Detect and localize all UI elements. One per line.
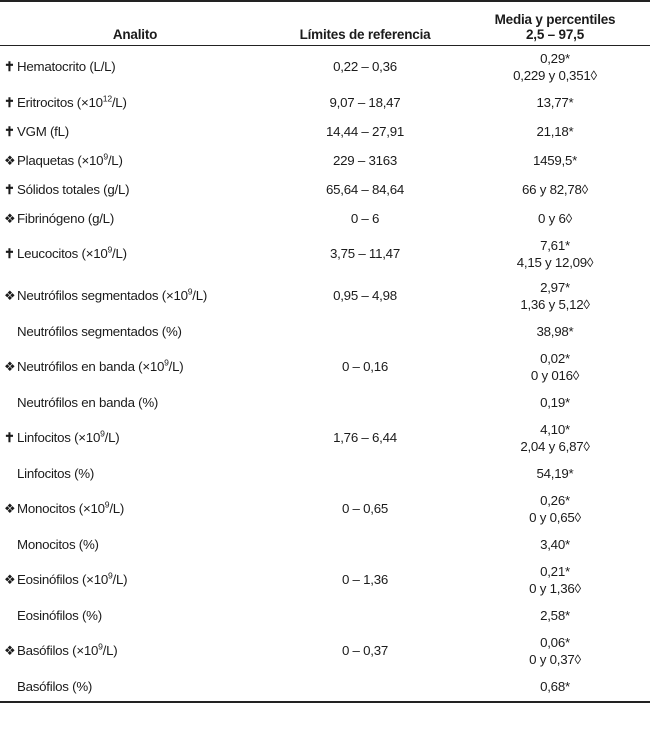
analyte-name-text: Basófilos (%)	[17, 678, 93, 694]
reference-limits-value: 0,95 – 4,98	[333, 288, 397, 304]
cell-limites-de-referencia	[270, 204, 460, 233]
table-row	[0, 317, 650, 346]
cell-media-y-percentiles	[460, 88, 650, 117]
reference-limits-value: 65,64 – 84,64	[325, 181, 405, 197]
cell-analito	[0, 672, 270, 701]
column-header-limites-label: Límites de referencia	[299, 27, 431, 42]
mean-value: 2,58*	[540, 607, 570, 623]
cell-limites-de-referencia	[270, 175, 460, 204]
analyte-name	[17, 679, 92, 694]
mean-value: 0 y 6◊	[538, 210, 572, 226]
mean-value: 0,02*	[540, 351, 570, 366]
table-row	[0, 530, 650, 559]
cell-limites-de-referencia	[270, 388, 460, 417]
floret-marker-icon: ❖	[4, 643, 16, 659]
cell-analito	[0, 417, 270, 459]
mean-value: 3,40*	[540, 536, 570, 552]
floret-marker-icon: ❖	[4, 288, 16, 304]
analyte-unit-exponent: 9	[103, 151, 108, 162]
table-row	[0, 88, 650, 117]
cell-analito	[0, 275, 270, 317]
mean-value: 0,21*	[540, 564, 570, 579]
analyte-name-text: Neutrófilos segmentados (%)	[17, 323, 182, 339]
dagger-marker-icon: ✝	[4, 181, 15, 197]
analyte-unit-exponent: 9	[100, 428, 105, 439]
analyte-unit-suffix: /L)	[102, 643, 118, 659]
reference-limits-value: 3,75 – 11,47	[330, 246, 400, 262]
column-header-analito-label: Analito	[112, 27, 158, 42]
analyte-name-text: Linfocitos (%)	[17, 465, 95, 481]
analyte-unit-suffix: /L)	[109, 501, 125, 517]
cell-limites-de-referencia	[270, 346, 460, 388]
reference-limits-value: 0,22 – 0,36	[333, 59, 397, 75]
analyte-name	[17, 288, 207, 303]
percentile-range-value: 2,04 y 6,87◊	[520, 438, 590, 454]
analyte-name	[17, 466, 94, 481]
cell-media-y-percentiles	[460, 204, 650, 233]
column-header-limites-de-referencia	[270, 1, 460, 46]
table-header	[0, 1, 650, 46]
reference-limits-value: 1,76 – 6,44	[333, 430, 397, 446]
cell-media-y-percentiles	[460, 46, 650, 89]
analyte-name-text: Eritrocitos (×10	[17, 94, 103, 110]
reference-limits-value: 229 – 3163	[332, 152, 398, 168]
reference-limits-value: 0 – 1,36	[341, 572, 389, 588]
cell-limites-de-referencia	[270, 233, 460, 275]
cell-media-y-percentiles	[460, 672, 650, 701]
analyte-unit-exponent: 12	[102, 93, 112, 104]
cell-analito	[0, 388, 270, 417]
cell-limites-de-referencia	[270, 417, 460, 459]
table-row	[0, 117, 650, 146]
analyte-name	[17, 59, 115, 74]
analyte-name-text: Eosinófilos (%)	[17, 607, 102, 623]
cell-analito	[0, 630, 270, 672]
cell-limites-de-referencia	[270, 488, 460, 530]
analyte-name	[17, 124, 69, 139]
mean-value: 0,29*	[540, 51, 570, 66]
cell-media-y-percentiles	[460, 601, 650, 630]
cell-media-y-percentiles	[460, 388, 650, 417]
cell-media-y-percentiles	[460, 459, 650, 488]
cell-limites-de-referencia	[270, 46, 460, 89]
cell-analito	[0, 530, 270, 559]
analyte-name-text: Eosinófilos (×10	[17, 572, 108, 588]
analyte-unit-exponent: 9	[107, 244, 113, 255]
cell-limites-de-referencia	[270, 630, 460, 672]
table-bottom-rule	[0, 701, 650, 703]
table-row	[0, 488, 650, 530]
dagger-marker-icon: ✝	[4, 430, 15, 446]
analyte-name	[17, 430, 119, 445]
analyte-name	[17, 395, 158, 410]
mean-value: 0,68*	[540, 678, 570, 694]
cell-analito	[0, 559, 270, 601]
mean-value: 7,61*	[540, 238, 570, 253]
cell-analito	[0, 346, 270, 388]
analyte-name-text: Fibrinógeno (g/L)	[17, 210, 115, 226]
floret-marker-icon: ❖	[4, 210, 16, 226]
analyte-unit-suffix: /L)	[111, 94, 127, 110]
column-header-analito	[0, 1, 270, 46]
analyte-unit-exponent: 9	[107, 570, 113, 581]
table-row	[0, 275, 650, 317]
analyte-name	[17, 246, 127, 261]
analyte-unit-exponent: 9	[98, 641, 103, 652]
table-row	[0, 175, 650, 204]
percentile-range-value: 0,229 y 0,351◊	[513, 67, 597, 83]
reference-limits-value: 0 – 0,16	[341, 359, 389, 375]
percentile-range-value: 0 y 1,36◊	[529, 580, 581, 596]
cell-analito	[0, 46, 270, 89]
reference-limits-value: 0 – 6	[350, 210, 380, 226]
cell-limites-de-referencia	[270, 317, 460, 346]
analyte-name	[17, 182, 129, 197]
cell-limites-de-referencia	[270, 459, 460, 488]
cell-media-y-percentiles	[460, 146, 650, 175]
cell-media-y-percentiles	[460, 275, 650, 317]
analyte-unit-suffix: /L)	[107, 152, 123, 168]
mean-value: 13,77*	[536, 94, 574, 110]
mean-value: 4,10*	[540, 422, 570, 437]
analyte-unit-exponent: 9	[164, 357, 169, 368]
mean-value: 1459,5*	[532, 152, 578, 168]
table-row	[0, 417, 650, 459]
analyte-name-text: Sólidos totales (g/L)	[17, 181, 130, 197]
table-row	[0, 559, 650, 601]
table-row	[0, 459, 650, 488]
analyte-name-text: Monocitos (×10	[17, 501, 105, 517]
cell-analito	[0, 175, 270, 204]
cell-media-y-percentiles	[460, 488, 650, 530]
analyte-name-text: Hematocrito (L/L)	[17, 59, 116, 75]
cell-media-y-percentiles	[460, 117, 650, 146]
cell-media-y-percentiles	[460, 559, 650, 601]
table-row	[0, 204, 650, 233]
cell-media-y-percentiles	[460, 233, 650, 275]
column-header-media-label: Media y percentiles	[494, 12, 616, 27]
cell-analito	[0, 204, 270, 233]
cell-analito	[0, 146, 270, 175]
percentile-range-value: 0 y 0,37◊	[529, 651, 581, 667]
cell-analito	[0, 317, 270, 346]
analyte-name	[17, 572, 127, 587]
cell-analito	[0, 88, 270, 117]
analyte-name	[17, 359, 183, 374]
analyte-name	[17, 501, 124, 516]
table-body	[0, 46, 650, 702]
table-row	[0, 346, 650, 388]
cell-analito	[0, 459, 270, 488]
analyte-name-text: Plaquetas (×10	[17, 152, 104, 168]
analyte-name	[17, 153, 123, 168]
mean-value: 38,98*	[536, 323, 574, 339]
analyte-name-text: Neutrófilos en banda (%)	[17, 394, 159, 410]
analyte-name	[17, 537, 99, 552]
table-row	[0, 601, 650, 630]
table-row	[0, 630, 650, 672]
table-row	[0, 388, 650, 417]
percentile-range-value: 1,36 y 5,12◊	[520, 296, 590, 312]
cell-media-y-percentiles	[460, 417, 650, 459]
analyte-unit-exponent: 9	[187, 286, 193, 297]
column-header-media-range: 2,5 – 97,5	[525, 27, 585, 42]
table-row	[0, 672, 650, 701]
floret-marker-icon: ❖	[4, 152, 16, 168]
floret-marker-icon: ❖	[4, 501, 16, 517]
cell-limites-de-referencia	[270, 88, 460, 117]
table-row	[0, 46, 650, 89]
analyte-unit-exponent: 9	[104, 499, 110, 510]
mean-value: 66 y 82,78◊	[522, 181, 588, 197]
dagger-marker-icon: ✝	[4, 94, 15, 110]
cell-limites-de-referencia	[270, 559, 460, 601]
analyte-unit-suffix: /L)	[112, 572, 128, 588]
analyte-name	[17, 95, 127, 110]
floret-marker-icon: ❖	[4, 359, 16, 375]
table-header-row	[0, 1, 650, 46]
cell-analito	[0, 233, 270, 275]
dagger-marker-icon: ✝	[4, 59, 15, 75]
table-row	[0, 233, 650, 275]
cell-analito	[0, 488, 270, 530]
cell-limites-de-referencia	[270, 146, 460, 175]
cell-limites-de-referencia	[270, 117, 460, 146]
analyte-unit-suffix: /L)	[112, 246, 127, 262]
cell-media-y-percentiles	[460, 175, 650, 204]
analyte-name-text: Leucocitos (×10	[17, 246, 108, 262]
cell-media-y-percentiles	[460, 630, 650, 672]
analyte-name-text: Monocitos (%)	[17, 536, 99, 552]
column-header-media-y-percentiles	[460, 1, 650, 46]
analyte-name-text: Neutrófilos en banda (×10	[17, 359, 165, 375]
cell-media-y-percentiles	[460, 346, 650, 388]
dagger-marker-icon: ✝	[4, 246, 15, 262]
cell-media-y-percentiles	[460, 317, 650, 346]
mean-value: 0,06*	[540, 635, 570, 650]
percentile-range-value: 0 y 016◊	[530, 367, 580, 383]
mean-value: 54,19*	[536, 465, 574, 481]
analyte-name-text: Linfocitos (×10	[17, 430, 101, 446]
analyte-name	[17, 324, 182, 339]
analyte-name-text: VGM (fL)	[17, 123, 69, 139]
cell-analito	[0, 117, 270, 146]
cell-limites-de-referencia	[270, 672, 460, 701]
reference-limits-value: 14,44 – 27,91	[325, 123, 405, 139]
cell-limites-de-referencia	[270, 530, 460, 559]
analyte-unit-suffix: /L)	[168, 359, 184, 375]
percentile-range-value: 4,15 y 12,09◊	[516, 254, 594, 270]
reference-limits-value: 9,07 – 18,47	[329, 94, 401, 110]
reference-limits-value: 0 – 0,65	[341, 501, 389, 517]
analyte-unit-suffix: /L)	[192, 288, 208, 304]
cell-limites-de-referencia	[270, 601, 460, 630]
mean-value: 21,18*	[536, 123, 574, 139]
table-row	[0, 146, 650, 175]
analyte-name	[17, 643, 117, 658]
analyte-name-text: Basófilos (×10	[17, 643, 99, 659]
analyte-unit-suffix: /L)	[104, 430, 120, 446]
cell-media-y-percentiles	[460, 530, 650, 559]
mean-value: 0,26*	[540, 493, 570, 508]
analyte-name-text: Neutrófilos segmentados (×10	[17, 288, 188, 304]
cell-analito	[0, 601, 270, 630]
cell-limites-de-referencia	[270, 275, 460, 317]
analyte-name	[17, 211, 114, 226]
mean-value: 0,19*	[540, 394, 570, 410]
mean-value: 2,97*	[540, 280, 570, 295]
dagger-marker-icon: ✝	[4, 123, 15, 139]
reference-limits-value: 0 – 0,37	[341, 643, 389, 659]
floret-marker-icon: ❖	[4, 572, 16, 588]
percentile-range-value: 0 y 0,65◊	[529, 509, 581, 525]
analyte-name	[17, 608, 102, 623]
